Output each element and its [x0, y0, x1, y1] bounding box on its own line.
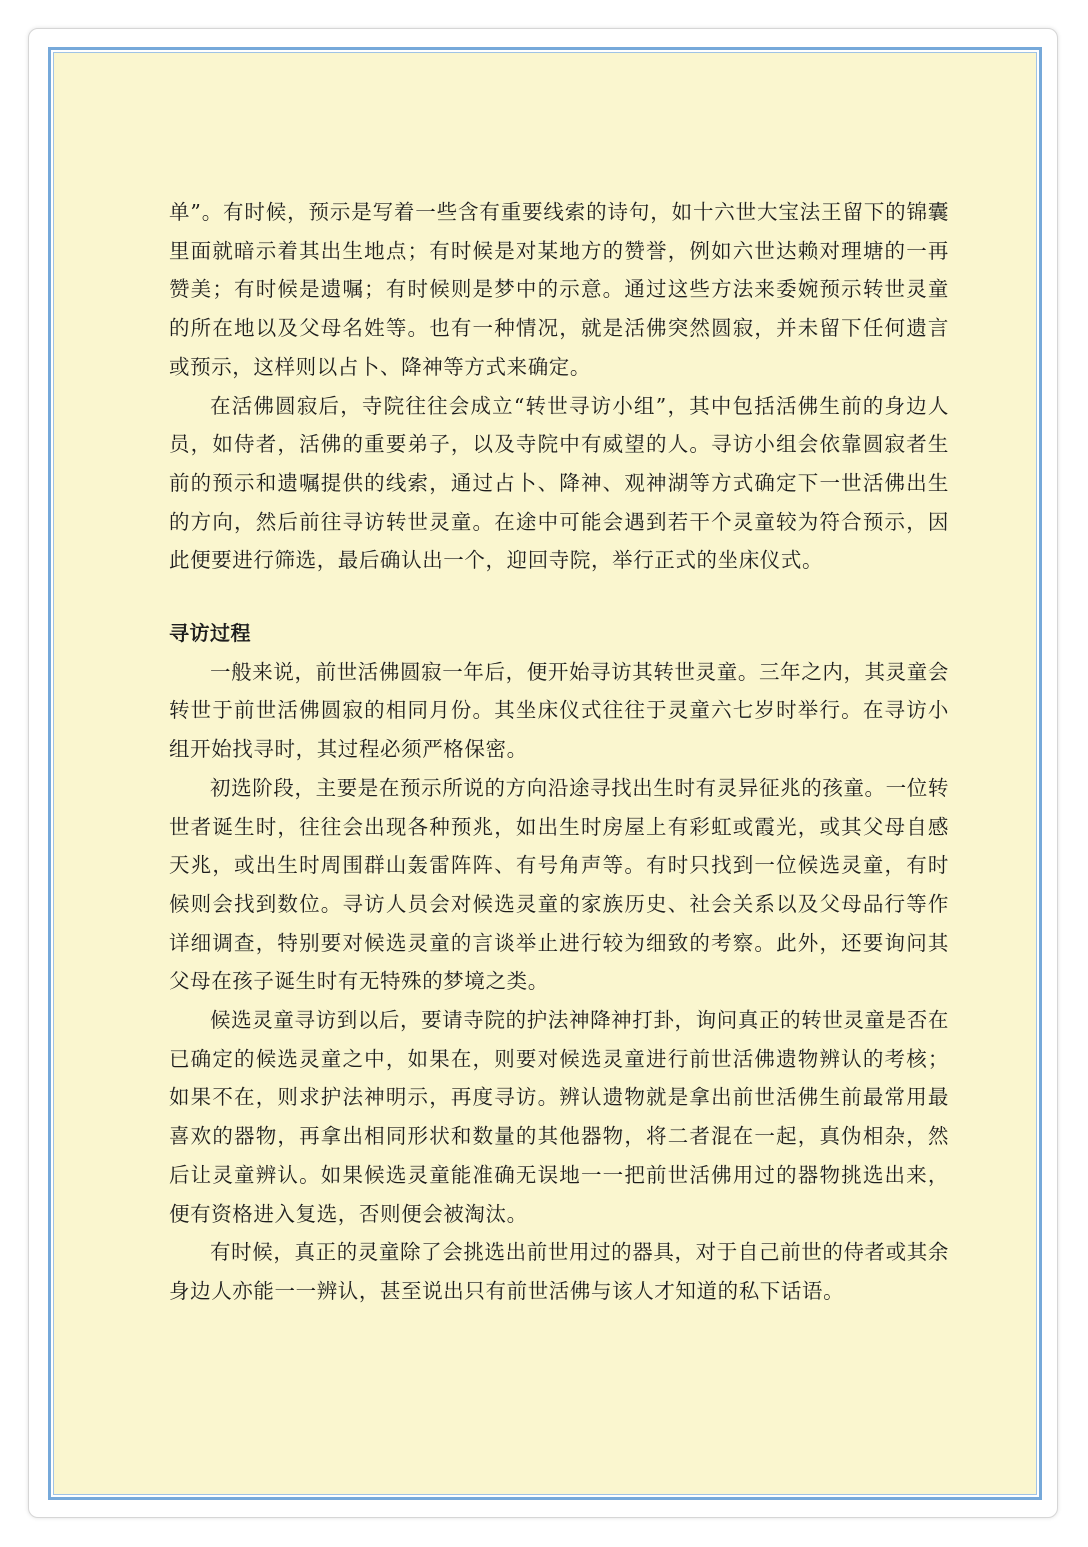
body-text — [169, 193, 949, 1311]
paragraph-search-team: 在活佛圆寂后，寺院往往会成立“转世寻访小组”，其中包括活佛生前的身边人员，如侍者，活佛的重要弟子，以及寺院中有威望的人。寻访小组会依靠圆寂者生前的预示和遗嘱提供的线索，通过占卜、降神、观神湖等方式确定下一世活佛出生的方向，然后前往寻访转世灵童。在途中可能会遇到若干个灵童较为符合预示，因此便要进行筛选，最后确认出一个，迎回寺院，举行正式的坐床仪式。 — [169, 393, 949, 573]
paragraph-recognizing-attendants: 有时候，真正的灵童除了会挑选出前世用过的器具，对于自己前世的侍者或其余身边人亦能一一辨认，甚至说出只有前世活佛与该人才知道的私下话语。 — [169, 1240, 949, 1303]
page-frame — [48, 47, 1042, 1500]
section-heading: 寻访过程 — [169, 621, 251, 646]
paragraph-search-timing: 一般来说，前世活佛圆寂一年后，便开始寻访其转世灵童。三年之内，其灵童会转世于前世活佛圆寂的相同月份。其坐床仪式往往于灵童六七岁时举行。在寻访小组开始找寻时，其过程必须严格保密。 — [169, 659, 949, 762]
paragraph-object-recognition: 候选灵童寻访到以后，要请寺院的护法神降神打卦，询问真正的转世灵童是否在已确定的候选灵童之中，如果在，则要对候选灵童进行前世活佛遗物辨认的考核；如果不在，则求护法神明示，再度寻访。辨认遗物就是拿出前世活佛生前最常用最喜欢的器物，再拿出相同形状和数量的其他器物，将二者混在一起，真伪相杂，然后让灵童辨认。如果候选灵童能准确无误地一一把前世活佛用过的器物挑选出来，便有资格进入复选，否则便会被淘汰。 — [169, 1008, 949, 1226]
section-gap — [169, 580, 949, 614]
paragraph-initial-selection: 初选阶段，主要是在预示所说的方向沿途寻找出生时有灵异征兆的孩童。一位转世者诞生时，往往会出现各种预兆，如出生时房屋上有彩虹或霞光，或其父母自感天兆，或出生时周围群山轰雷阵阵、有号角声等。有时只找到一位候选灵童，有时候则会找到数位。寻访人员会对候选灵童的家族历史、社会关系以及父母品行等作详细调查，特别要对候选灵童的言谈举止进行较为细致的考察。此外，还要询问其父母在孩子诞生时有无特殊的梦境之类。 — [169, 775, 949, 994]
paragraph-continuation: 单”。有时候，预示是写着一些含有重要线索的诗句，如十六世大宝法王留下的锦囊里面就暗示着其出生地点；有时候是对某地方的赞誉，例如六世达赖对理塘的一再赞美；有时候是遗嘱；有时候则是梦中的示意。通过这些方法来委婉预示转世灵童的所在地以及父母名姓等。也有一种情况，就是活佛突然圆寂，并未留下任何遗言或预示，这样则以占卜、降神等方式来确定。 — [169, 200, 949, 379]
book-page — [53, 52, 1037, 1495]
